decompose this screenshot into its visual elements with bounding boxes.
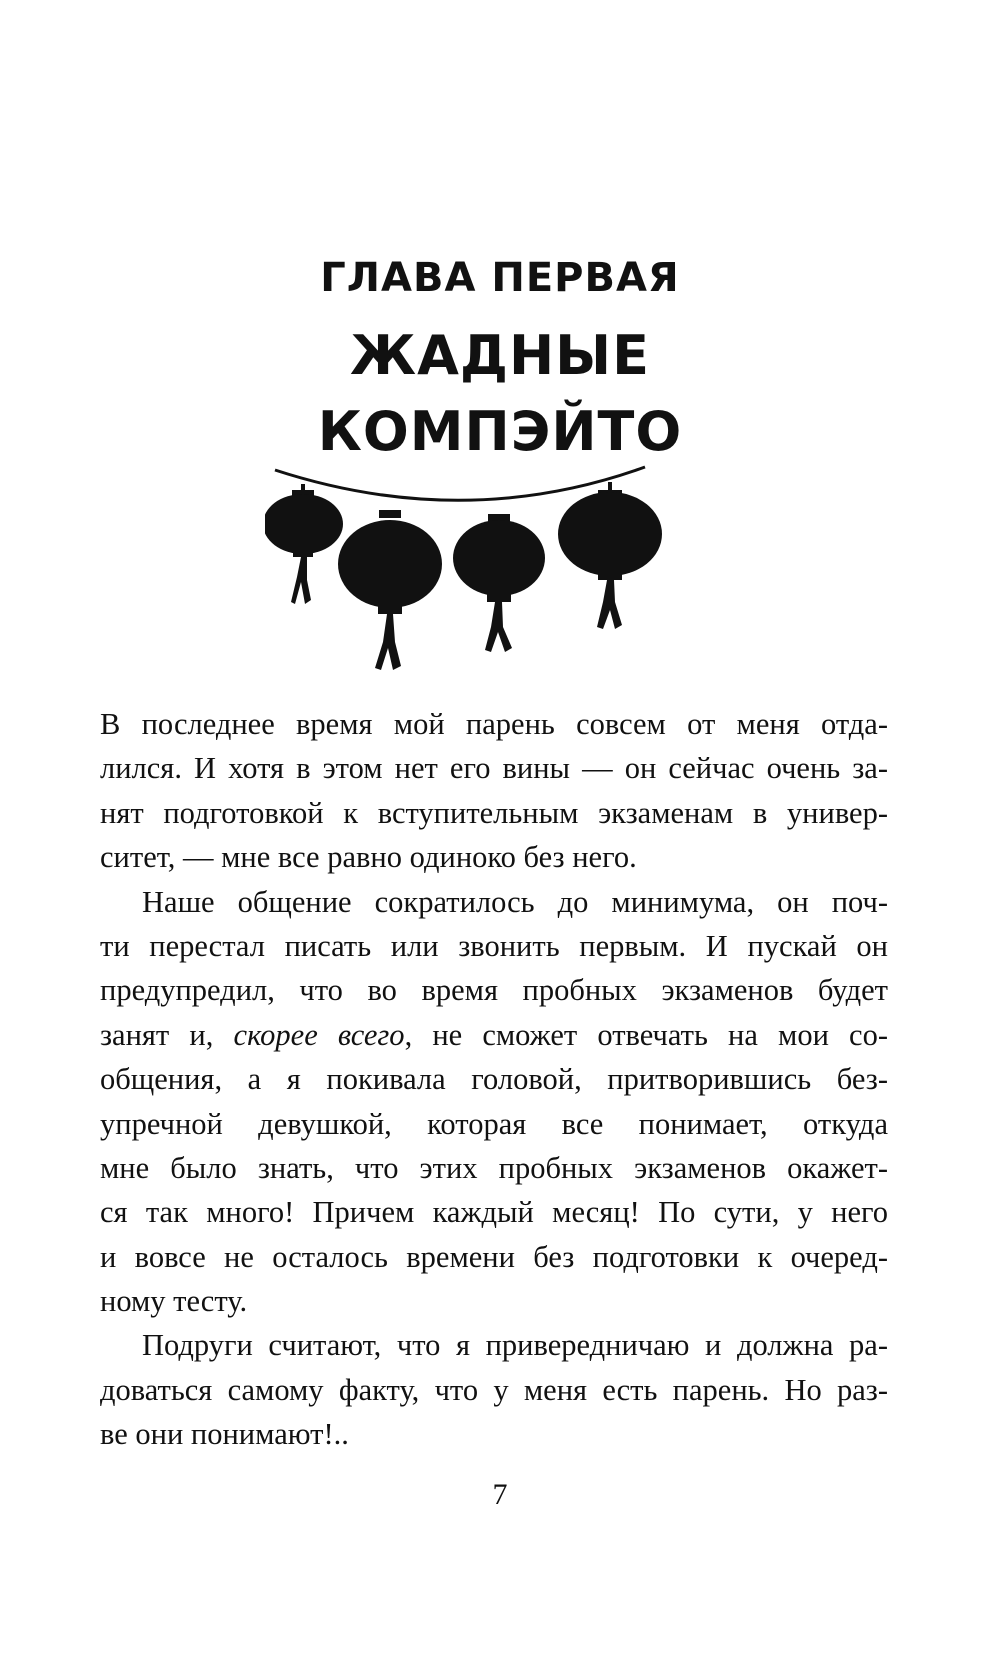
text-line: мне было знать, что этих пробных экзаменов окажет- [100, 1150, 888, 1185]
text-line: ти перестал писать или звонить первым. И пускай он [100, 928, 888, 963]
chapter-label: ГЛАВА ПЕРВАЯ [320, 255, 680, 301]
chapter-title-line-2: КОМПЭЙТО [317, 400, 683, 463]
text-line: предупредил, что во время пробных экзаменов будет [100, 973, 888, 1008]
paper-lanterns-garland-icon [265, 462, 685, 687]
text-line: доваться самому факту, что у меня есть парень. Но раз- [100, 1372, 888, 1407]
page-number: 7 [492, 1478, 508, 1511]
text-line: упречной девушкой, которая все понимает, откуда [100, 1106, 888, 1141]
text-line: ситет, — мне все равно одиноко без него. [100, 840, 637, 875]
lantern-1-icon [265, 484, 343, 604]
lantern-2-icon [338, 510, 442, 670]
text-line: ному тесту. [100, 1284, 248, 1319]
garland-string [275, 467, 645, 500]
text-fragment: , не сможет отвечать на мои со- [404, 1017, 888, 1052]
text-line: ся так много! Причем каждый месяц! По сути, у него [100, 1195, 888, 1230]
lantern-3-icon [453, 514, 545, 652]
text-line-with-italic [100, 1013, 888, 1057]
text-line: В последнее время мой парень совсем от меня отда- [100, 707, 888, 741]
lantern-4-icon [558, 482, 662, 629]
text-fragment: занят и, [100, 1017, 214, 1052]
text-line: лился. И хотя в этом нет его вины — он сейчас очень за- [100, 751, 888, 786]
italic-phrase: скорее всего [233, 1017, 405, 1052]
text-line: Наше общение сократилось до минимума, он поч- [142, 884, 888, 919]
chapter-title-line-1: ЖАДНЫЕ [349, 324, 651, 387]
chapter-body-text [100, 702, 888, 1457]
text-line: ве они понимают!.. [100, 1417, 349, 1452]
chapter-title [0, 318, 1000, 470]
text-line: общения, а я покивала головой, притворившись без- [100, 1062, 888, 1097]
text-line: Подруги считают, что я привередничаю и должна ра- [142, 1328, 888, 1363]
text-line: и вовсе не осталось времени без подготовки к очеред- [100, 1239, 888, 1274]
text-line: нят подготовкой к вступительным экзаменам в универ- [100, 795, 888, 830]
